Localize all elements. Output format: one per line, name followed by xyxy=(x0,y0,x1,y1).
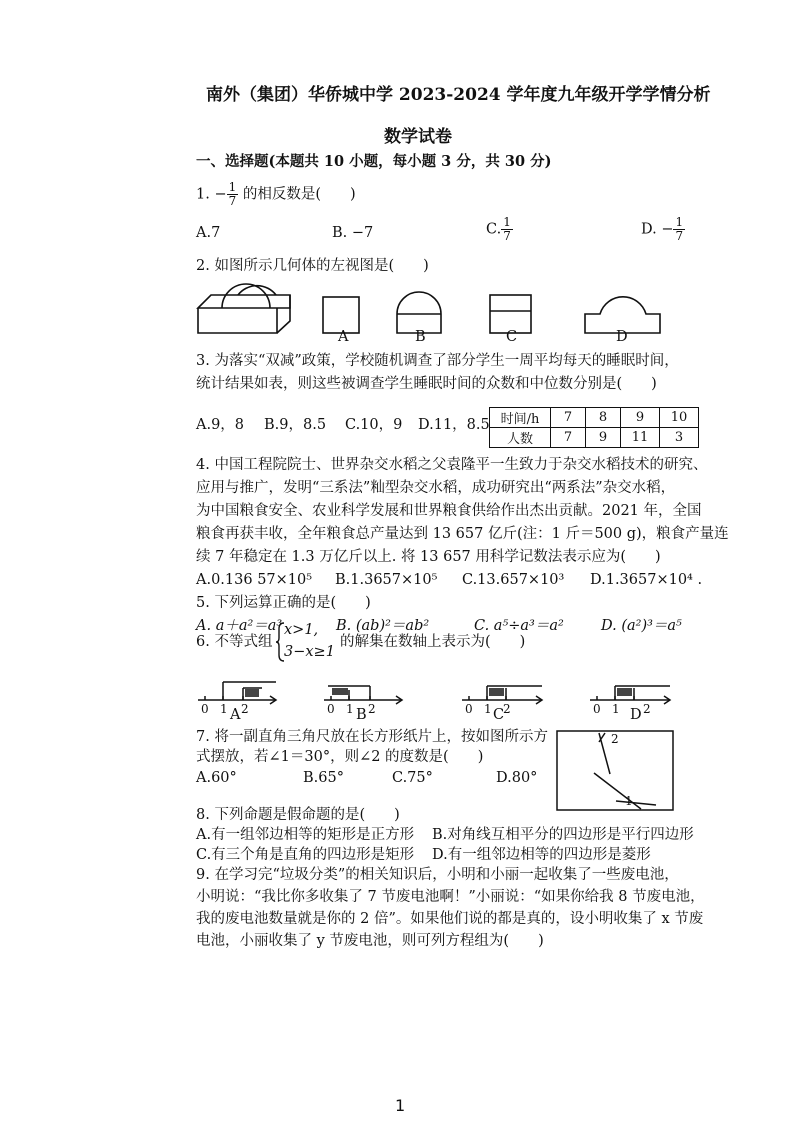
q1-optd-label: D. − xyxy=(641,221,674,238)
q6-label-c: C xyxy=(493,707,505,723)
q9-line-4: 电池，小丽收集了 y 节废电池，则可列方程组为( ) xyxy=(196,933,544,949)
q2-label-b: B xyxy=(415,329,426,345)
q7-angle-1-label: 1 xyxy=(625,794,633,808)
q6-d-tick-0: 0 xyxy=(593,702,601,716)
page-number: 1 xyxy=(395,1096,406,1115)
q3-option-d: D.11，8.5 xyxy=(418,417,490,433)
q6-b-tick-2: 2 xyxy=(368,702,376,716)
q3-table-row-count xyxy=(490,428,699,448)
q5-option-c: C. a⁵÷a³＝a² xyxy=(474,618,564,634)
q4-line-5: 续 7 年稳定在 1.3 万亿斤以上. 将 13 657 用科学记数法表示应为( ) xyxy=(196,549,661,565)
q1-option-d xyxy=(641,216,685,243)
q3-cell: 11 xyxy=(621,428,660,448)
q2-label-a: A xyxy=(338,329,349,345)
q3-option-b: B.9，8.5 xyxy=(264,417,327,433)
q6-d-tick-1: 1 xyxy=(612,702,620,716)
q4-option-a: A.0.136 57×10⁵ xyxy=(196,572,313,588)
q4-line-4: 粮食再获丰收，全年粮食总产量达到 13 657 亿斤(注：1 斤＝500 g)，粮食产量连 xyxy=(196,526,729,542)
q3-cell: 8 xyxy=(586,408,621,428)
q6-b-tick-0: 0 xyxy=(327,702,335,716)
q6-b-tick-1: 1 xyxy=(346,702,354,716)
q8-option-d: D.有一组邻边相等的四边形是菱形 xyxy=(432,847,651,863)
q6-label-a: A xyxy=(230,707,241,723)
q2-solid-figure xyxy=(198,284,290,333)
q1-option-a: A.7 xyxy=(196,225,221,241)
q2-option-b-figure xyxy=(397,292,441,333)
q9-line-2: 小明说：“我比你多收集了 7 节废电池啊！”小丽说：“如果你给我 8 节废电池， xyxy=(196,889,705,905)
q3-cell: 7 xyxy=(551,408,586,428)
q6-stem: 的解集在数轴上表示为( ) xyxy=(340,634,526,650)
q3-cell: 10 xyxy=(660,408,699,428)
q6-c-tick-2: 2 xyxy=(503,702,511,716)
q4-option-d: D.1.3657×10⁴ . xyxy=(590,572,703,588)
q1-frac-den: 7 xyxy=(228,194,237,208)
q7-line-2: 式摆放，若∠1＝30°，则∠2 的度数是( ) xyxy=(196,749,484,765)
q1-option-c xyxy=(486,216,513,243)
q7-option-a: A.60° xyxy=(196,770,237,786)
q7-option-d: D.80° xyxy=(496,770,538,786)
q1-optd-num: 1 xyxy=(675,215,684,229)
q3-line-2: 统计结果如表，则这些被调查学生睡眠时间的众数和中位数分别是( ) xyxy=(196,376,657,392)
q3-cell: 7 xyxy=(551,428,586,448)
q1-optd-den: 7 xyxy=(675,229,684,243)
q5-option-b: B. (ab)²＝ab² xyxy=(336,618,430,634)
q6-inequality-1: x>1, xyxy=(284,622,319,638)
exam-title: 南外（集团）华侨城中学 2023-2024 学年度九年级开学学情分析 xyxy=(206,85,711,105)
q1-optd-fraction xyxy=(673,216,685,243)
q4-line-1: 4. 中国工程院院士、世界杂交水稻之父袁隆平一生致力于杂交水稻技术的研究、 xyxy=(196,457,708,473)
q5-option-d: D. (a²)³＝a⁵ xyxy=(601,618,682,634)
q6-d-tick-2: 2 xyxy=(643,702,651,716)
q2-figures xyxy=(190,278,670,348)
q9-line-3: 我的废电池数量就是你的 2 倍”。如果他们说的都是真的，设小明收集了 x 节废 xyxy=(196,911,704,927)
q4-line-3: 为中国粮食安全、农业科学发展和世界粮食供给作出杰出贡献。2021 年，全国 xyxy=(196,503,702,519)
q6-label-d: D xyxy=(630,707,642,723)
q8-option-b: B.对角线互相平分的四边形是平行四边形 xyxy=(432,827,694,843)
q3-cell: 时间/h xyxy=(490,408,551,428)
q1-stem: 的相反数是( ) xyxy=(242,186,356,203)
question-2: 2. 如图所示几何体的左视图是( ) xyxy=(196,258,429,274)
q4-option-c: C.13.657×10³ xyxy=(462,572,565,588)
q3-cell: 3 xyxy=(660,428,699,448)
q6-inequality-2: 3−x≥1 xyxy=(284,644,335,660)
q1-optc-fraction xyxy=(501,216,513,243)
q9-line-1: 9. 在学习完“垃圾分类”的相关知识后，小明和小丽一起收集了一些废电池， xyxy=(196,867,679,883)
q3-option-a: A.9，8 xyxy=(196,417,245,433)
q1-minus: − xyxy=(214,186,227,203)
q6-c-tick-1: 1 xyxy=(484,702,492,716)
q6-a-tick-1: 1 xyxy=(220,702,228,716)
q6-prefix: 6. 不等式组 xyxy=(196,634,273,650)
q6-a-tick-2: 2 xyxy=(241,702,249,716)
q1-optc-label: C. xyxy=(486,221,502,238)
q1-optc-den: 7 xyxy=(503,229,511,243)
q6-a-tick-0: 0 xyxy=(201,702,209,716)
q5-option-a: A. a＋a²＝a³ xyxy=(196,618,283,634)
q7-angle-2-label: 2 xyxy=(611,732,619,746)
q3-cell: 9 xyxy=(586,428,621,448)
q3-cell: 人数 xyxy=(490,428,551,448)
q1-frac-num: 1 xyxy=(228,180,237,194)
q8-option-c: C.有三个角是直角的四边形是矩形 xyxy=(196,847,415,863)
exam-subtitle: 数学试卷 xyxy=(384,127,452,147)
q8-option-a: A.有一组邻边相等的矩形是正方形 xyxy=(196,827,415,843)
q7-line-1: 7. 将一副直角三角尺放在长方形纸片上，按如图所示方 xyxy=(196,729,548,745)
q1-fraction xyxy=(227,181,239,208)
q3-cell: 9 xyxy=(621,408,660,428)
q3-table-row-time xyxy=(490,408,699,428)
q4-line-2: 应用与推广，发明“三系法”籼型杂交水稻，成功研究出“两系法”杂交水稻， xyxy=(196,480,676,496)
q6-number-line-c xyxy=(462,686,542,704)
q2-label-d: D xyxy=(616,329,628,345)
question-5: 5. 下列运算正确的是( ) xyxy=(196,595,371,611)
q6-c-tick-0: 0 xyxy=(465,702,473,716)
q6-label-b: B xyxy=(356,707,367,723)
q3-option-c: C.10，9 xyxy=(345,417,403,433)
q6-number-line-d xyxy=(590,686,670,704)
q6-number-line-a xyxy=(198,682,276,704)
question-1 xyxy=(196,181,356,208)
q6-number-lines xyxy=(196,678,676,718)
q4-option-b: B.1.3657×10⁵ xyxy=(335,572,438,588)
q3-line-1: 3. 为落实“双减”政策，学校随机调查了部分学生一周平均每天的睡眠时间， xyxy=(196,353,679,369)
q7-option-c: C.75° xyxy=(392,770,433,786)
q2-label-c: C xyxy=(506,329,518,345)
q7-ruler-line-lower xyxy=(594,773,641,809)
q6-number-line-b xyxy=(324,686,402,704)
q1-optc-num: 1 xyxy=(503,215,511,229)
q7-option-b: B.65° xyxy=(303,770,344,786)
q3-data-table xyxy=(489,407,699,448)
question-8: 8. 下列命题是假命题的是( ) xyxy=(196,807,400,823)
q1-option-b: B. −7 xyxy=(332,225,374,241)
q1-number: 1. xyxy=(196,186,210,203)
section-heading: 一、选择题(本题共 10 小题，每小题 3 分，共 30 分) xyxy=(196,153,552,170)
